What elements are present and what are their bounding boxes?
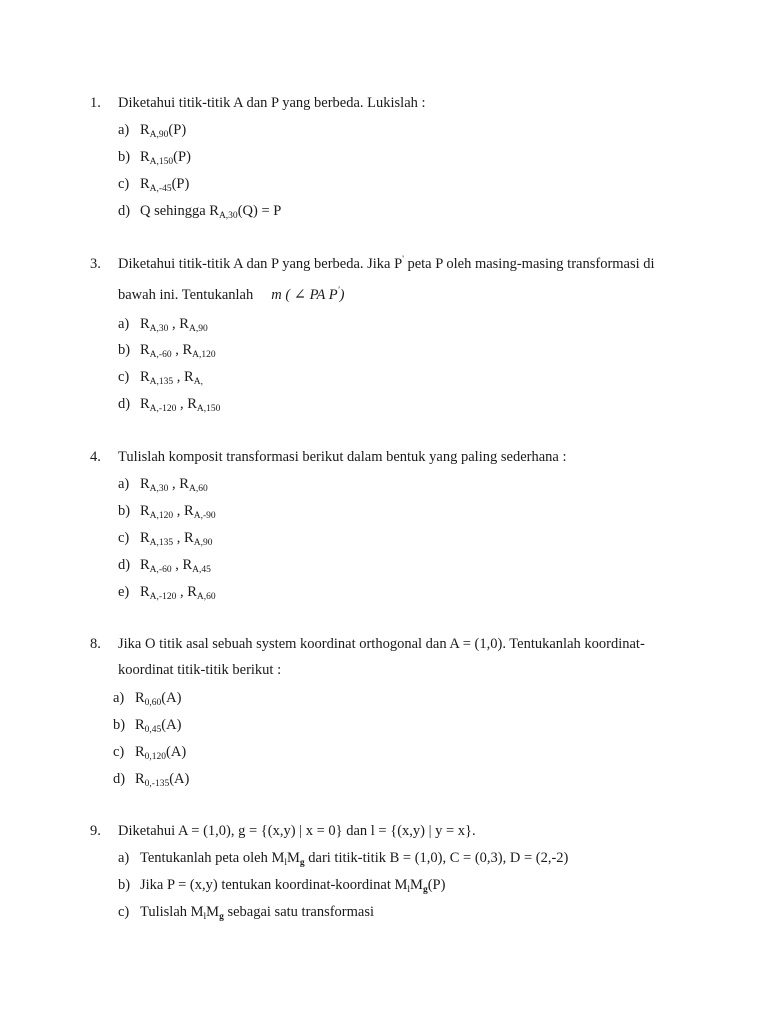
- question-text: Tulislah komposit transformasi berikut dalam bentuk yang paling sederhana :: [118, 449, 567, 465]
- question-number: 8.: [90, 636, 101, 652]
- list-item: c) $R_{A,135}$ , $R_{A,}$: [118, 369, 203, 387]
- question-number: 3.: [90, 256, 101, 272]
- list-item: d) Q sehingga $R_{A,30}(Q) = P$: [118, 203, 282, 221]
- list-item: e) $R_{A,-120}$ , $R_{A,60}$: [118, 584, 216, 602]
- question-number: 9.: [90, 823, 101, 839]
- list-item: a) Tentukanlah peta oleh $M_lM_g$ dari titik-titik B = (1,0), C = (0,3), D = (2,-2): [118, 850, 569, 868]
- angle-formula: m ( ∠ PA P'): [271, 285, 345, 303]
- list-item: a) $R_{0,60}(A)$: [113, 690, 182, 708]
- list-item: b) Jika P = (x,y) tentukan koordinat-koordinat $M_lM_g(P)$: [118, 877, 446, 895]
- list-item: c) $R_{A,-45}(P)$: [118, 176, 190, 194]
- list-item: c) $R_{0,120}(A)$: [113, 744, 187, 762]
- list-item: b) $R_{0,45}(A)$: [113, 717, 182, 735]
- list-item: c) Tulislah $M_lM_g$ sebagai satu transformasi: [118, 904, 375, 922]
- list-item: c) $R_{A,135}$ , $R_{A,90}$: [118, 530, 213, 548]
- question-text: Diketahui A = (1,0), g = {(x,y) | x = 0} dan l = {(x,y) | y = x}.: [118, 823, 476, 839]
- question-number: 1.: [90, 95, 101, 111]
- list-item: b) $R_{A,150}(P)$: [118, 149, 191, 167]
- list-item: a) $R_{A,90}(P)$: [118, 122, 187, 140]
- list-item: a) $R_{A,30}$ , $R_{A,90}$: [118, 316, 208, 334]
- list-item: d) $R_{A,-120}$ , $R_{A,150}$: [118, 396, 221, 414]
- list-item: a) $R_{A,30}$ , $R_{A,60}$: [118, 476, 208, 494]
- question-text: Jika O titik asal sebuah system koordinat orthogonal dan A = (1,0). Tentukanlah koordinat-: [118, 636, 645, 652]
- question-text: Diketahui titik-titik A dan P yang berbeda. Lukislah :: [118, 95, 426, 111]
- list-item: d) $R_{0,-135}(A)$: [113, 771, 190, 789]
- question-text: Diketahui titik-titik A dan P yang berbeda. Jika P' peta P oleh masing-masing transformasi di: [118, 254, 655, 272]
- list-item: b) $R_{A,-60}$ , $R_{A,120}$: [118, 342, 216, 360]
- question-number: 4.: [90, 449, 101, 465]
- list-item: b) $R_{A,120}$ , $R_{A,-90}$: [118, 503, 216, 521]
- list-item: d) $R_{A,-60}$ , $R_{A,45}$: [118, 557, 211, 575]
